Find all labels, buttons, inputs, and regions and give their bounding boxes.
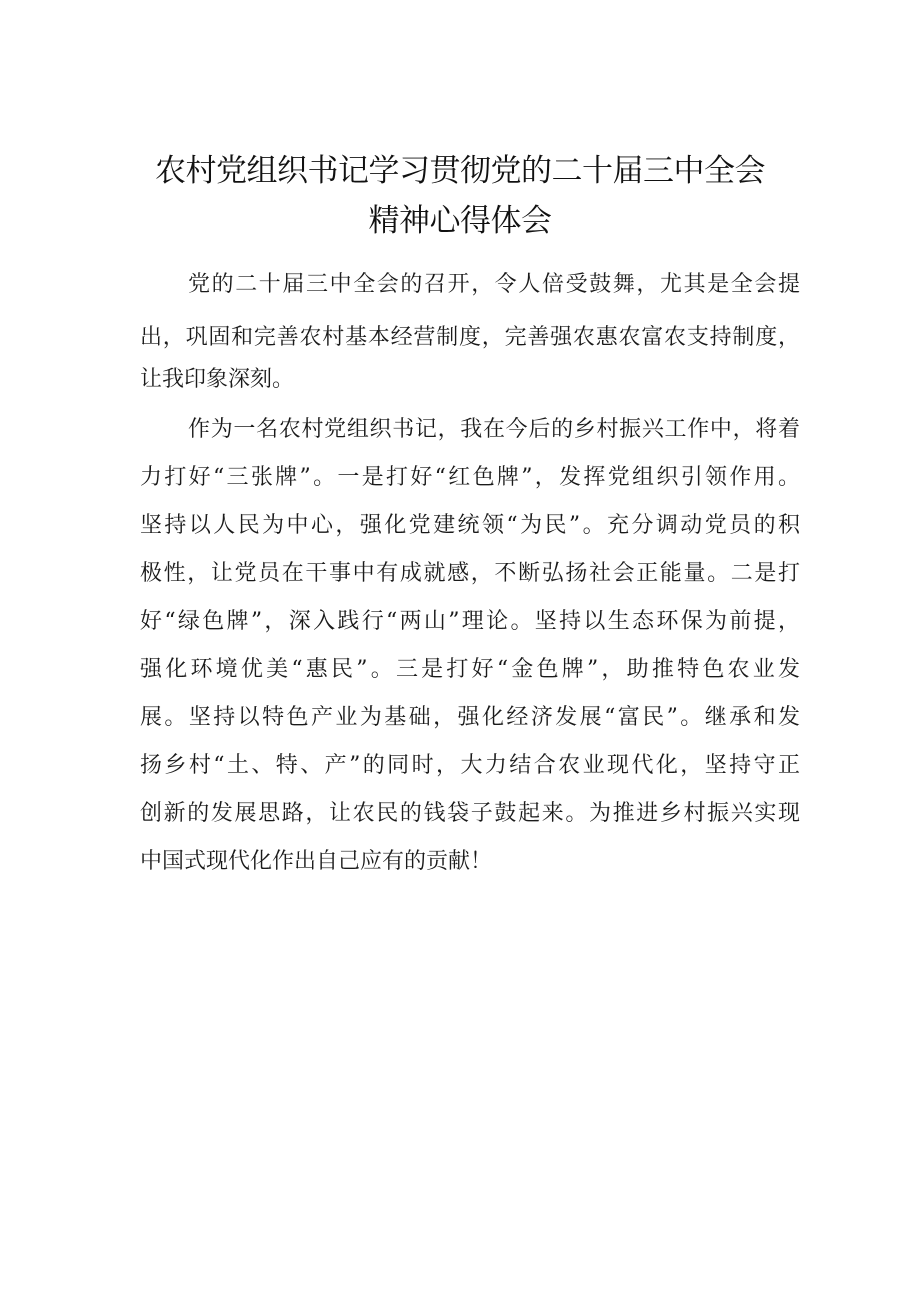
paragraph-1-line-1: 党的二十届三中全会的召开，令人倍受鼓舞，尤其是全会提 [188,272,800,297]
paragraph-2-line-8: 扬乡村“土、特、产”的同时，大力结合农业现代化，坚持守正 [140,753,800,778]
paragraph-2-line-1: 作为一名农村党组织书记，我在今后的乡村振兴工作中，将着 [188,417,800,442]
paragraph-2-line-7: 展。坚持以特色产业为基础，强化经济发展“富民”。继承和发 [140,705,800,730]
document-title-line-1: 农村党组织书记学习贯彻党的二十届三中全会 [155,153,765,189]
paragraph-2-line-6: 强化环境优美“惠民”。三是打好“金色牌”，助推特色农业发 [140,657,800,682]
paragraph-2-line-10: 中国式现代化作出自己应有的贡献！ [140,849,493,874]
paragraph-2-line-3: 坚持以人民为中心，强化党建统领“为民”。充分调动党员的积 [140,513,800,538]
paragraph-1-line-3: 让我印象深刻。 [140,367,295,392]
paragraph-2-line-9: 创新的发展思路，让农民的钱袋子鼓起来。为推进乡村振兴实现 [140,801,800,826]
paragraph-2-line-2: 力打好“三张牌”。一是打好“红色牌”，发挥党组织引领作用。 [140,465,800,490]
document-title-line-2: 精神心得体会 [368,203,552,239]
paragraph-2-line-5: 好“绿色牌”，深入践行“两山”理论。坚持以生态环保为前提， [140,609,800,634]
paragraph-1-line-2: 出，巩固和完善农村基本经营制度，完善强农惠农富农支持制度， [140,325,800,350]
paragraph-2-line-4: 极性，让党员在干事中有成就感，不断弘扬社会正能量。二是打 [140,561,800,586]
